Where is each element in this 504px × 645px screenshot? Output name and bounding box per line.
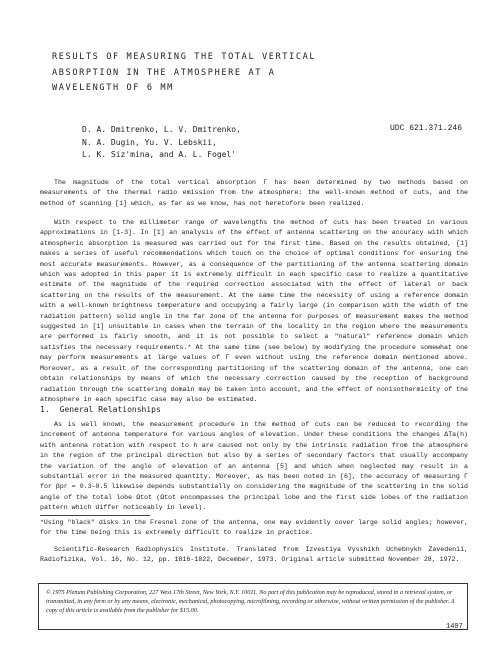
section-heading [40, 405, 161, 414]
udc-code: UDC 621.371.246 [390, 124, 463, 133]
copyright-text: © 1975 Plenum Publishing Corporation, 227 West 17th Street, New York, N.Y. 10011. No part of this publication may be reproduced, stored in a retrieval system, or transmitted, in any form or by any means, electronic, mechanical, photocopying, microfilming, recording or otherwise, without written permission of the publisher. A copy of this article is available from the publisher for $15.00. [46, 589, 455, 614]
title-line: ABSORPTION IN THE ATMOSPHERE AT A [52, 67, 276, 78]
section-title: General Relationships [59, 405, 161, 414]
author-line: D. A. Dmitrenko, L. V. Dmitrenko, [82, 125, 241, 134]
page-number: 1407 [446, 623, 463, 631]
title-line: WAVELENGTH OF 6 MM [52, 83, 174, 93]
intro-paragraph: With respect to the millimeter range of wavelengths the method of cuts has been treated in various approximations in [1-3]. In [1] an analysis of the effect of antenna scattering on the accuracy with which atmospheric absorption is measured was carried out for the first time. Based on the results obtained, [1] makes a series of useful recommendations which touch on the choice of optimal conditions for ensuring the most accurate measurements. However, as a consequence of the partitioning of the antenna scattering domain which was adopted in this paper it is extremely difficult in each specific case to realize a quantitative estimate of the magnitude of the required correction associated with the effect of lateral or back scattering on the results of the measurement. At the same time the necessity of using a reference domain with a well-known brightness temperature and occupying a fairly large (in comparison with the width of the radiation pattern) solid angle in the far zone of the antenna for purposes of measurement makes the method suggested in [1] unsuitable in cases when the terrain of the locality in the region where the measurements are performed is fairly smooth, and it is not possible to select a "natural" reference domain which satisfies the necessary requirements.* At the same time (see below) by modifying the procedure somewhat one may perform measurements at large values of Γ even without using the reference domain mentioned above. Moreover, as a result of the corresponding partitioning of the scattering domain of the antenna, one can obtain relationships by means of which the necessary correction caused by the reception of background radiation through the scattering domain may be taken into account, and the effect of nonisothermicity of the atmosphere in each specific case may also be estimated. [40, 219, 468, 403]
author-list [82, 124, 382, 162]
source-note: Scientific-Research Radiophysics Institute. Translated from Izvestiya Vysshikh Uchebnykh Zavedenii, Radiofizika, Vol. 16, No. 12, pp. 1816-1822, December, 1973. Original article submitted November 28, 1972. [40, 546, 468, 564]
article-title [52, 50, 432, 97]
footnote-rule [40, 515, 150, 516]
section-paragraph: As is well known, the measurement procedure in the method of cuts can be reduced to recording the increment of antenna temperature for various angles of elevation. Under these conditions the changes ΔTa(h) with antenna rotation with respect to h are caused not only by the intrinsic radiation from the atmosphere in the region of the principal direction but also by a series of secondary factors that usually accompany the variation of the angle of elevation of an antenna [5] and which when neglected may result in a substantial error in the measured quantity. Moreover, as has been noted in [6], the accuracy of measuring Γ for βpr = 0.3–0.5 likewise depends substantially on considering the magnitude of the scattering in the solid angle of the total lobe Ωtot (Ωtot encompasses the principal lobe and the first side lobes of the radiation pattern which differ noticeably in level). [40, 421, 468, 512]
title-line: RESULTS OF MEASURING THE TOTAL VERTICAL [52, 52, 317, 62]
copyright-box [38, 583, 468, 630]
author-line: L. K. Siz'mina, and A. L. Fogel' [82, 150, 237, 160]
abstract-paragraph: The magnitude of the total vertical absorption Γ has been determined by two methods based on measurements of the thermal radio emission from the atmosphere: the well-known method of cuts, and the method of scanning [1] which, as far as we know, has not heretofore been realized. [40, 179, 468, 207]
section-number: 1. [40, 405, 50, 414]
author-line: N. A. Dugin, Yu. V. Lebskii, [82, 137, 217, 147]
footnote: *Using "black" disks in the Fresnel zone of the antenna, one may evidently cover large solid angles; however, for the time being this is extremely difficult to realize in practice. [40, 519, 468, 536]
